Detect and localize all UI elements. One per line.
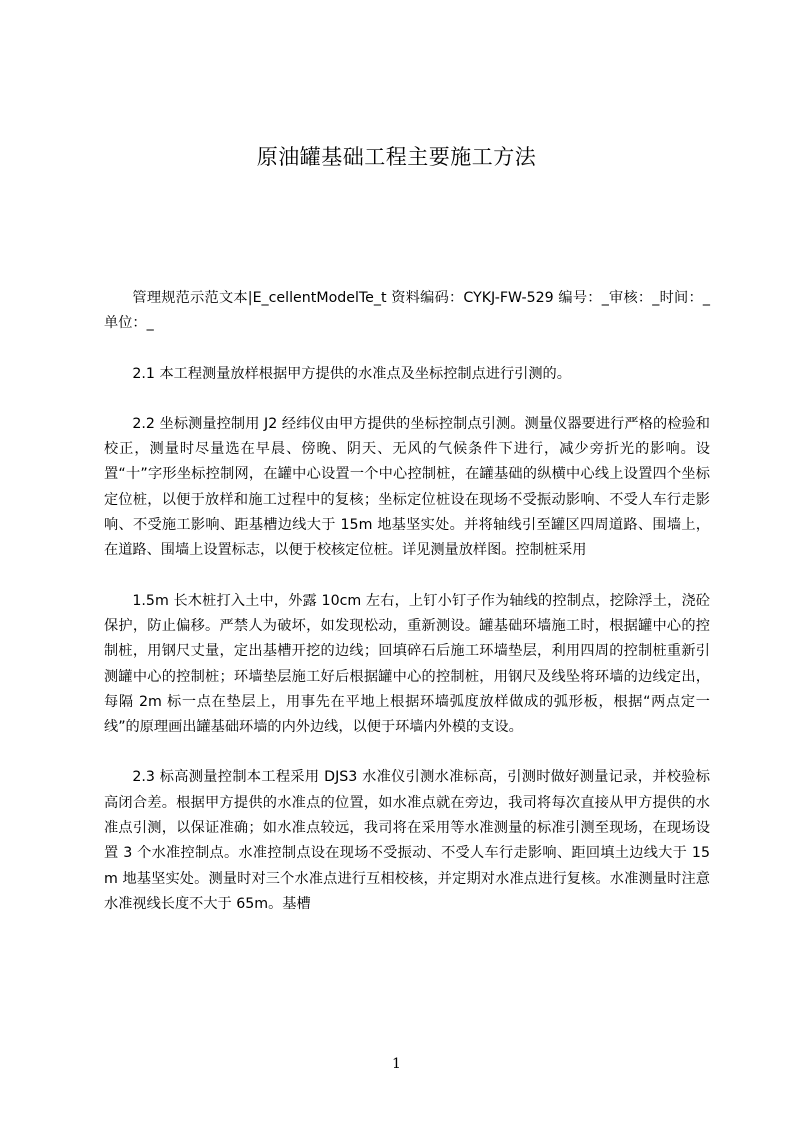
header-info-paragraph: 管理规范示范文本|E_cellentModelTe_t 资料编码：CYKJ-FW-529 编号：_审核：_时间：_单位：_ <box>104 290 710 332</box>
section-2-2-paragraph: 2.2 坐标测量控制用 J2 经纬仪由甲方提供的坐标控制点引测。测量仪器要进行严格的检验和校正，测量时尽量选在早晨、傍晚、阴天、无风的气候条件下进行，减少旁折光的影响。设置“十”字形坐标控制网，在罐中心设置一个中心控制桩，在罐基础的纵横中心线上设置四个坐标定位桩，以便于放样和施工过程中的复核；坐标定位桩设在现场不受振动影响、不受人车行走影响、不受施工影响、距基槽边线大于 15m 地基坚实处。并将轴线引至罐区四周道路、围墙上，在道路、围墙上设置标志，以便于校核定位桩。详见测量放样图。控制桩采用 <box>104 415 710 559</box>
section-2-1-paragraph: 2.1 本工程测量放样根据甲方提供的水准点及坐标控制点进行引测的。 <box>132 365 571 382</box>
section-2-3-paragraph: 2.3 标高测量控制本工程采用 DJS3 水准仪引测水准标高，引测时做好测量记录，并校验标高闭合差。根据甲方提供的水准点的位置，如水准点就在旁边，我司将每次直接从甲方提供的水准点引测，以保证准确；如水准点较远，我司将在采用等水准测量的标准引测至现场，在现场设置 3 个水准控制点。水准控制点设在现场不受振动、不受人车行走影响、距回填土边线大于 15m 地基坚实处。测量时对三个水准点进行互相校核，并定期对水准点进行复核。水准测量时注意水准视线长度不大于 65m。基槽 <box>104 769 710 912</box>
page-number: 1 <box>392 1056 401 1072</box>
control-pile-paragraph: 1.5m 长木桩打入土中，外露 10cm 左右，上钉小钉子作为轴线的控制点，挖除浮土，浇砼保护，防止偏移。严禁人为破坏，如发现松动，重新测设。罐基础环墙施工时，根据罐中心的控制桩，用钢尺丈量，定出基槽开挖的边线；回填碎石后施工环墙垫层，利用四周的控制桩重新引测罐中心的控制桩；环墙垫层施工好后根据罐中心的控制桩，用钢尺及线坠将环墙的边线定出，每隔 2m 标一点在垫层上，用事先在平地上根据环墙弧度放样做成的弧形板，根据“两点定一线”的原理画出罐基础环墙的内外边线，以便于环墙内外模的支设。 <box>104 592 710 736</box>
document-title: 原油罐基础工程主要施工方法 <box>256 145 537 169</box>
document-body <box>104 286 710 942</box>
